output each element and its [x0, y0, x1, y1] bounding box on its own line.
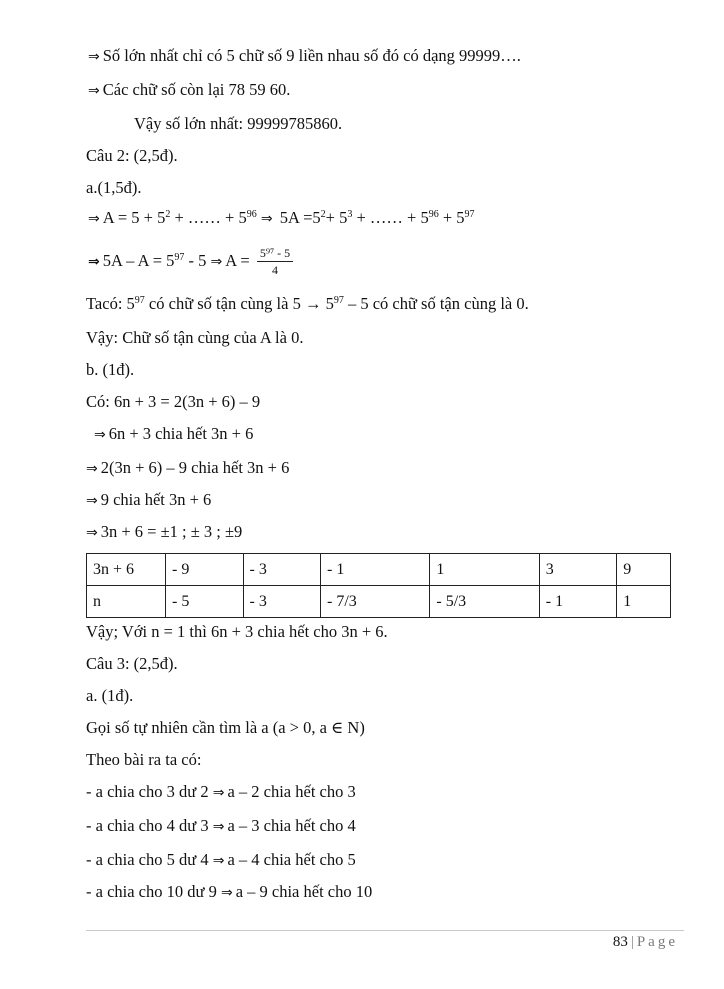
table-cell: - 1	[539, 586, 617, 618]
heading-part-a-q3: a. (1đ).	[86, 686, 134, 705]
line-divisors: ⇒ 3n + 6 = ±1 ; ± 3 ; ±9	[86, 522, 243, 541]
heading-part-a: a.(1,5đ).	[86, 178, 142, 197]
line-largest-number: Vậy số lớn nhất: 99999785860.	[134, 114, 343, 133]
heading-question-2: Câu 2: (2,5đ).	[86, 146, 178, 165]
table-cell: - 7/3	[321, 586, 430, 618]
line-last-digit-conclusion: Vậy: Chữ số tận cùng của A là 0.	[86, 328, 304, 347]
table-cell: 1	[430, 554, 539, 586]
table-cell: - 5/3	[430, 586, 539, 618]
table-cell: 9	[617, 554, 671, 586]
table-cell: - 3	[243, 554, 321, 586]
footer-divider	[86, 930, 684, 931]
line-conclusion-n: Vậy; Với n = 1 thì 6n + 3 chia hết cho 3n + 6.	[86, 622, 388, 641]
line-condition-5: - a chia cho 5 dư 4 ⇒ a – 4 chia hết cho 5	[86, 850, 356, 869]
implies-arrow-icon: ⇒	[88, 254, 100, 270]
line-conclusion-nines: ⇒ Số lớn nhất chỉ có 5 chữ số 9 liền nhau số đó có dạng 99999….	[88, 46, 521, 65]
table-cell: n	[87, 586, 166, 618]
line-let-a: Gọi số tự nhiên cần tìm là a (a > 0, a ∈ N)	[86, 718, 365, 737]
table-cell: 3n + 6	[87, 554, 166, 586]
table-cell: - 9	[166, 554, 244, 586]
table-cell: - 3	[243, 586, 321, 618]
page-footer	[613, 934, 678, 951]
line-last-digit-reasoning: Tacó: $5^{97}$ có chữ số tận cùng là $5 \to 5^{97} - 5$ có chữ số tận cùng là 0.	[86, 294, 529, 313]
line-sum-a: ⇒ $A = 5 + 5^2$ + …… + $5^{96}$ ⇒ $5A =5^2+ 5^3$ + …… + $5^{96} + 5^{97}$	[88, 208, 475, 227]
heading-part-b: b. (1đ).	[86, 360, 135, 379]
table-cell: - 5	[166, 586, 244, 618]
implies-arrow-icon: ⇒	[86, 461, 98, 477]
fraction-a: $\frac{\text{5⁹⁷ - 5}}{4}$	[257, 246, 293, 278]
table-row	[87, 586, 671, 618]
line-divisible-1: ⇒ 6n + 3 chia hết 3n + 6	[94, 424, 254, 443]
implies-arrow-icon: ⇒	[212, 819, 225, 835]
line-divisible-2: ⇒ 2(3n + 6) – 9 chia hết 3n + 6	[86, 458, 290, 477]
line-remaining-digits: ⇒ Các chữ số còn lại 78 59 60.	[88, 80, 291, 99]
line-given: Theo bài ra ta có:	[86, 750, 202, 769]
implies-arrow-icon: ⇒	[88, 49, 100, 65]
line-5a-minus-a: ⇒ $5A - A = 5^{97} - 5$ ⇒ A = $\frac{\text{5⁹⁷ - 5}}{4}$	[88, 244, 293, 279]
table-cell: - 1	[321, 554, 430, 586]
implies-arrow-icon: ⇒	[88, 211, 100, 227]
line-rewrite: Có: 6n + 3 = 2(3n + 6) – 9	[86, 392, 261, 411]
line-condition-3: - a chia cho 3 dư 2 ⇒ a – 2 chia hết cho 3	[86, 782, 356, 801]
line-condition-10: - a chia cho 10 dư 9 ⇒ a – 9 chia hết cho 10	[86, 882, 373, 901]
implies-arrow-icon: ⇒	[86, 493, 98, 509]
values-table	[86, 553, 671, 618]
implies-arrow-icon: ⇒	[220, 885, 233, 901]
implies-arrow-icon: ⇒	[212, 785, 225, 801]
implies-arrow-icon: ⇒	[86, 525, 98, 541]
footer-separator: |	[630, 934, 634, 950]
page-label: Page	[636, 934, 678, 950]
table-cell: 1	[617, 586, 671, 618]
line-divisible-3: ⇒ 9 chia hết 3n + 6	[86, 490, 212, 509]
heading-question-3: Câu 3: (2,5đ).	[86, 654, 178, 673]
implies-arrow-icon: ⇒	[212, 853, 225, 869]
page-number: 83	[612, 934, 628, 950]
implies-arrow-icon: ⇒	[260, 211, 273, 227]
table-row	[87, 554, 671, 586]
implies-arrow-icon: ⇒	[210, 254, 223, 270]
line-condition-4: - a chia cho 4 dư 3 ⇒ a – 3 chia hết cho 4	[86, 816, 356, 835]
table-cell: 3	[539, 554, 617, 586]
implies-arrow-icon: ⇒	[94, 427, 106, 443]
implies-arrow-icon: ⇒	[88, 83, 100, 99]
